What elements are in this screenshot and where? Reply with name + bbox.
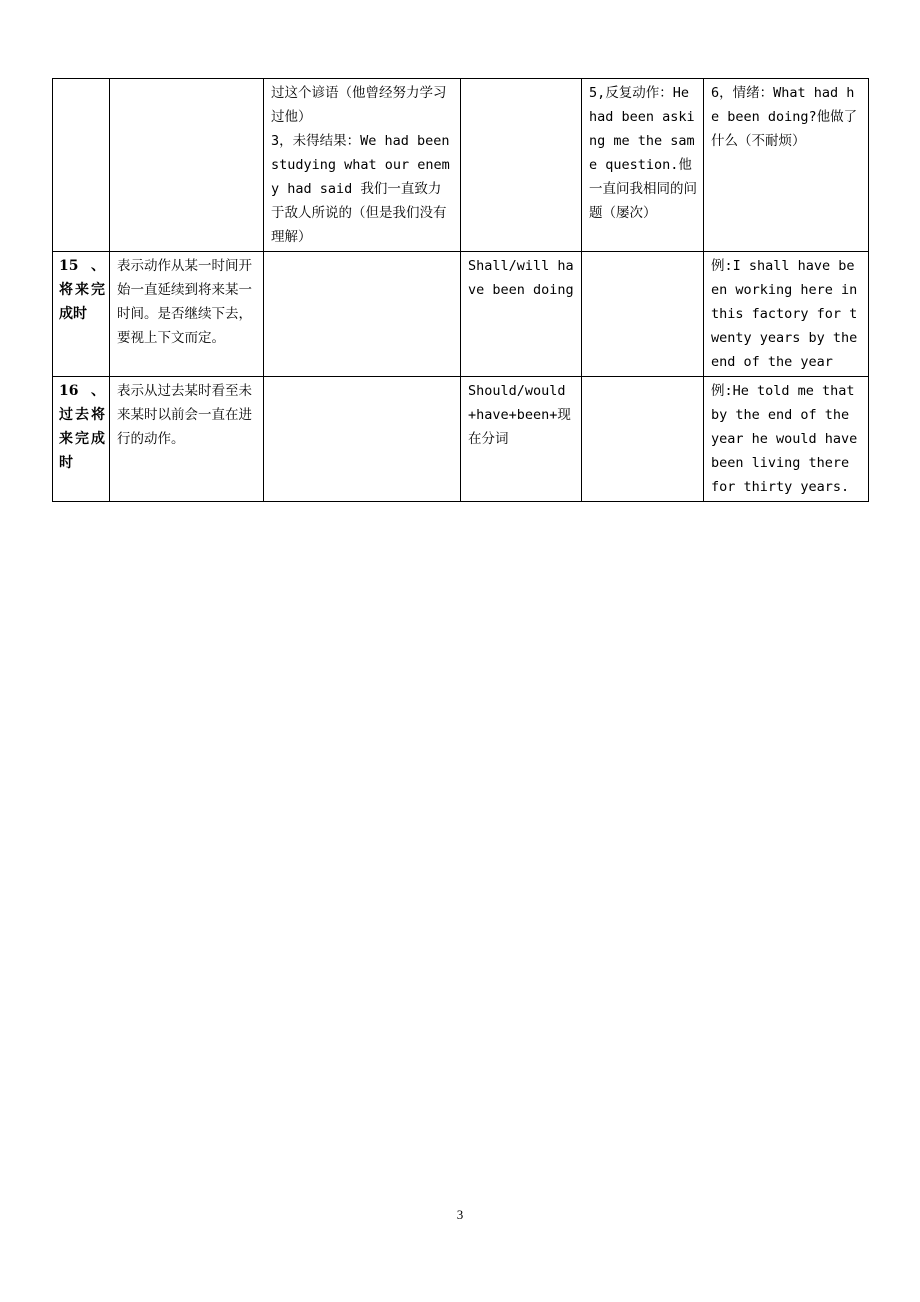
tense-name-cell xyxy=(53,79,110,252)
table-row xyxy=(53,79,869,252)
grammar-tense-table xyxy=(52,78,869,502)
tense-name-cell: 16、过去将来完成时 xyxy=(53,377,110,502)
definition-cell: 表示动作从某一时间开始一直延续到将来某一时间。是否继续下去，要视上下文而定。 xyxy=(110,252,264,377)
usage-cell xyxy=(264,377,461,502)
usage2-cell xyxy=(582,252,704,377)
table-row xyxy=(53,377,869,502)
table-row xyxy=(53,252,869,377)
structure-cell: Shall/will have been doing xyxy=(461,252,582,377)
definition-cell xyxy=(110,79,264,252)
definition-cell: 表示从过去某时看至未来某时以前会一直在进行的动作。 xyxy=(110,377,264,502)
usage-line: 3，未得结果：We had been studying what our enemy had said 我们一直致力于敌人所说的（但是我们没有理解） xyxy=(271,133,450,245)
usage2-cell: 5,反复动作：He had been asking me the same question.他一直问我相同的问题（屡次） xyxy=(582,79,704,252)
usage-line: 过这个谚语（他曾经努力学习过他） xyxy=(271,85,447,125)
usage-cell xyxy=(264,79,461,252)
tense-name-cell: 15、将来完成时 xyxy=(53,252,110,377)
page-number: 3 xyxy=(456,1207,464,1222)
usage-cell xyxy=(264,252,461,377)
example-cell: 例:He told me that by the end of the year he would have been living there for thirty years. xyxy=(704,377,869,502)
example-cell: 例:I shall have been working here in this factory for twenty years by the end of the year xyxy=(704,252,869,377)
usage2-cell xyxy=(582,377,704,502)
example-cell: 6，情绪：What had he been doing?他做了什么（不耐烦） xyxy=(704,79,869,252)
structure-cell xyxy=(461,79,582,252)
structure-cell: Should/would +have+been+现在分词 xyxy=(461,377,582,502)
